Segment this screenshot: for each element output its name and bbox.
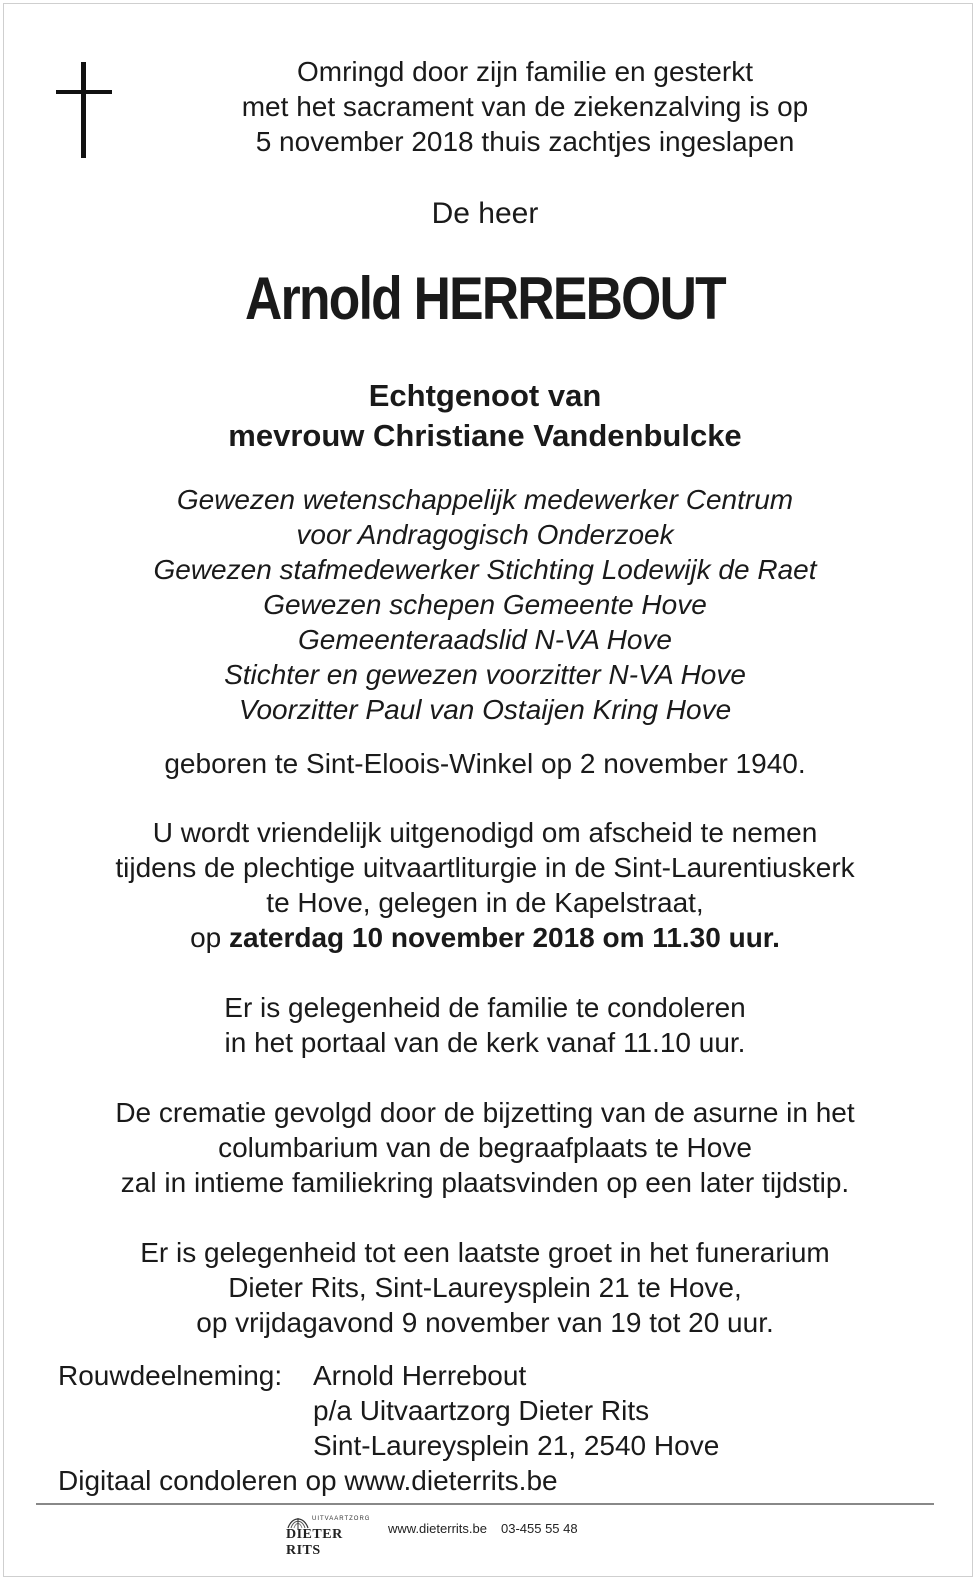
cremation-info bbox=[0, 1095, 970, 1200]
contact-line: Sint-Laureysplein 21, 2540 Hove bbox=[313, 1430, 720, 1461]
invitation-line: te Hove, gelegen in de Kapelstraat, bbox=[266, 887, 704, 918]
role-line: Gewezen stafmedewerker Stichting Lodewijk de Raet bbox=[153, 554, 817, 585]
spouse-text bbox=[0, 376, 970, 456]
footer-phone: 03-455 55 48 bbox=[500, 1520, 578, 1536]
last-greeting-info bbox=[0, 1235, 970, 1340]
deceased-name: Arnold HERREBOUT bbox=[245, 265, 725, 332]
footer-url[interactable]: www.dieterrits.be bbox=[388, 1520, 487, 1536]
intro-line: 5 november 2018 thuis zachtjes ingeslapen bbox=[255, 126, 795, 157]
contact-block bbox=[58, 1358, 719, 1498]
footer bbox=[282, 1508, 578, 1558]
cremation-line: De crematie gevolgd door de bijzetting van de asurne in het bbox=[115, 1097, 855, 1128]
spouse-line: mevrouw Christiane Vandenbulcke bbox=[228, 418, 742, 453]
greeting-line: Er is gelegenheid tot een laatste groet in het funerarium bbox=[140, 1237, 830, 1268]
funeral-home-logo bbox=[282, 1510, 374, 1558]
contact-line: Arnold Herrebout bbox=[313, 1360, 527, 1391]
digital-condolence: Digitaal condoleren op www.dieterrits.be bbox=[58, 1465, 558, 1496]
salutation: De heer bbox=[431, 197, 539, 230]
logo-subtitle: UITVAARTZORG bbox=[312, 1516, 371, 1522]
role-line: Gewezen schepen Gemeente Hove bbox=[263, 589, 707, 620]
date-bold: zaterdag 10 november 2018 om 11.30 uur. bbox=[229, 922, 780, 953]
roles-list bbox=[0, 482, 970, 727]
intro-line: Omringd door zijn familie en gesterkt bbox=[297, 56, 753, 87]
role-line: Voorzitter Paul van Ostaijen Kring Hove bbox=[238, 694, 732, 725]
invitation-text bbox=[0, 815, 970, 955]
condolence-line: Er is gelegenheid de familie te condoleren bbox=[224, 992, 746, 1023]
role-line: Stichter en gewezen voorzitter N-VA Hove bbox=[224, 659, 746, 690]
condolence-line: in het portaal van de kerk vanaf 11.10 uur. bbox=[224, 1027, 746, 1058]
intro-text bbox=[40, 54, 980, 159]
footer-divider bbox=[36, 1503, 934, 1505]
role-line: Gewezen wetenschappelijk medewerker Centrum bbox=[176, 484, 794, 515]
greeting-line: Dieter Rits, Sint-Laureysplein 21 te Hove, bbox=[228, 1272, 742, 1303]
role-line: Gemeenteraadslid N-VA Hove bbox=[297, 624, 673, 655]
role-line: voor Andragogisch Onderzoek bbox=[296, 519, 674, 550]
spouse-line: Echtgenoot van bbox=[368, 378, 602, 413]
invitation-line: tijdens de plechtige uitvaartliturgie in de Sint-Laurentiuskerk bbox=[115, 852, 855, 883]
cremation-line: zal in intieme familiekring plaatsvinden op een later tijdstip. bbox=[120, 1167, 850, 1198]
intro-line: met het sacrament van de ziekenzalving is op bbox=[241, 91, 809, 122]
invitation-date bbox=[0, 920, 970, 955]
contact-line: p/a Uitvaartzorg Dieter Rits bbox=[313, 1395, 650, 1426]
date-prefix: op bbox=[190, 922, 229, 953]
greeting-line: op vrijdagavond 9 november van 19 tot 20 uur. bbox=[196, 1307, 774, 1338]
logo-title: DIETER RITS bbox=[286, 1527, 343, 1558]
condolence-info bbox=[0, 990, 970, 1060]
birth-info: geboren te Sint-Eloois-Winkel op 2 november 1940. bbox=[164, 748, 806, 779]
invitation-line: U wordt vriendelijk uitgenodigd om afscheid te nemen bbox=[152, 817, 818, 848]
notice-frame bbox=[3, 3, 973, 1577]
contact-label: Rouwdeelneming: bbox=[58, 1360, 283, 1391]
cremation-line: columbarium van de begraafplaats te Hove bbox=[218, 1132, 752, 1163]
